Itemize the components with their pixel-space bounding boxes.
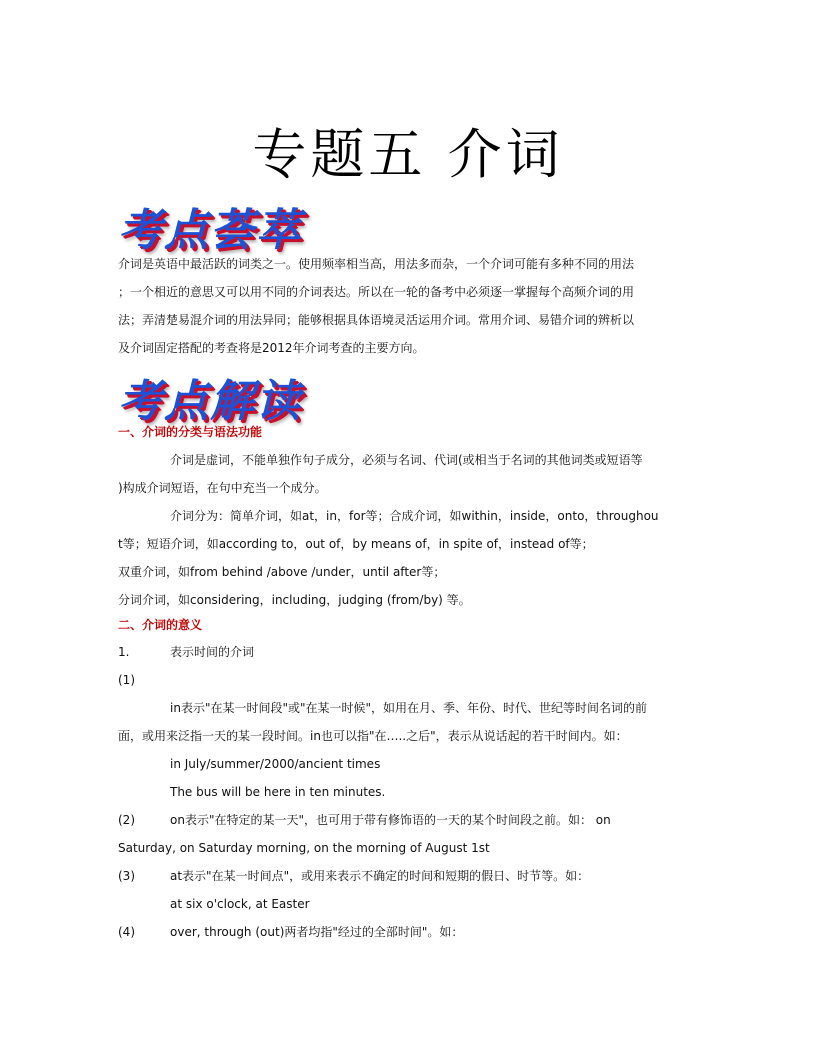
paragraph-line: )构成介词短语，在句中充当一个成分。 (118, 481, 327, 495)
intro-line-1: 介词是英语中最活跃的词类之一。使用频率相当高，用法多而杂，一个介词可能有多种不同的用法 (118, 257, 635, 271)
sub-item-number: (3) (118, 869, 135, 883)
paragraph-line: 分词介词，如considering，including，judging (from/by) 等。 (118, 593, 471, 607)
intro-line-2: ；一个相近的意思又可以用不同的介词表达。所以在一轮的备考中必须逐一掌握每个高频介词的用 (118, 285, 635, 299)
sub-item-number: (4) (118, 925, 135, 939)
paragraph-line: 介词分为：简单介词，如at，in，for等；合成介词，如within，inside，onto，throughou (170, 509, 659, 523)
section-heading-2: 二、介词的意义 (118, 618, 203, 632)
paragraph-line: 介词是虚词，不能单独作句子成分，必须与名词、代词(或相当于名词的其他词类或短语等 (170, 453, 643, 467)
intro-line-4: 及介词固定搭配的考查将是2012年介词考查的主要方向。 (118, 341, 425, 355)
item-text: 表示时间的介词 (170, 645, 255, 659)
example-line: at six o'clock, at Easter (170, 897, 310, 911)
sub-item-number: (2) (118, 813, 135, 827)
wordart-heading-highlights: 考点荟萃 (118, 205, 302, 256)
paragraph-line: 面，或用来泛指一天的某一段时间。in也可以指"在…..之后"，表示从说话起的若干时间内。如： (118, 729, 628, 743)
intro-line-3: 法；弄清楚易混介词的用法异同；能够根据具体语境灵活运用介词。常用介词、易错介词的辨析以 (118, 313, 635, 327)
item-number: 1. (118, 645, 130, 659)
sub-item-text: on表示"在特定的某一天"，也可用于带有修饰语的一天的某个时间段之前。如： on (170, 813, 611, 827)
sub-item-number: (1) (118, 673, 135, 687)
example-line: The bus will be here in ten minutes. (170, 785, 386, 799)
paragraph-line: Saturday, on Saturday morning, on the morning of August 1st (118, 841, 490, 855)
sub-item-text: over, through (out)两者均指"经过的全部时间"。如： (170, 925, 464, 939)
paragraph-line: 双重介词，如from behind /above /under，until after等； (118, 565, 446, 579)
paragraph-line: t等；短语介词，如according to，out of，by means of，in spite of，instead of等； (118, 537, 594, 551)
page-title: 专题五 介词 (252, 123, 564, 186)
paragraph-line: in表示"在某一时间段"或"在某一时候"，如用在月、季、年份、时代、世纪等时间名词的前 (170, 701, 648, 715)
section-heading-1: 一、介词的分类与语法功能 (118, 425, 263, 439)
example-line: in July/summer/2000/ancient times (170, 757, 381, 771)
sub-item-text: at表示"在某一时间点"，或用来表示不确定的时间和短期的假日、时节等。如： (170, 869, 590, 883)
wordart-heading-explanation: 考点解读 (118, 376, 302, 427)
